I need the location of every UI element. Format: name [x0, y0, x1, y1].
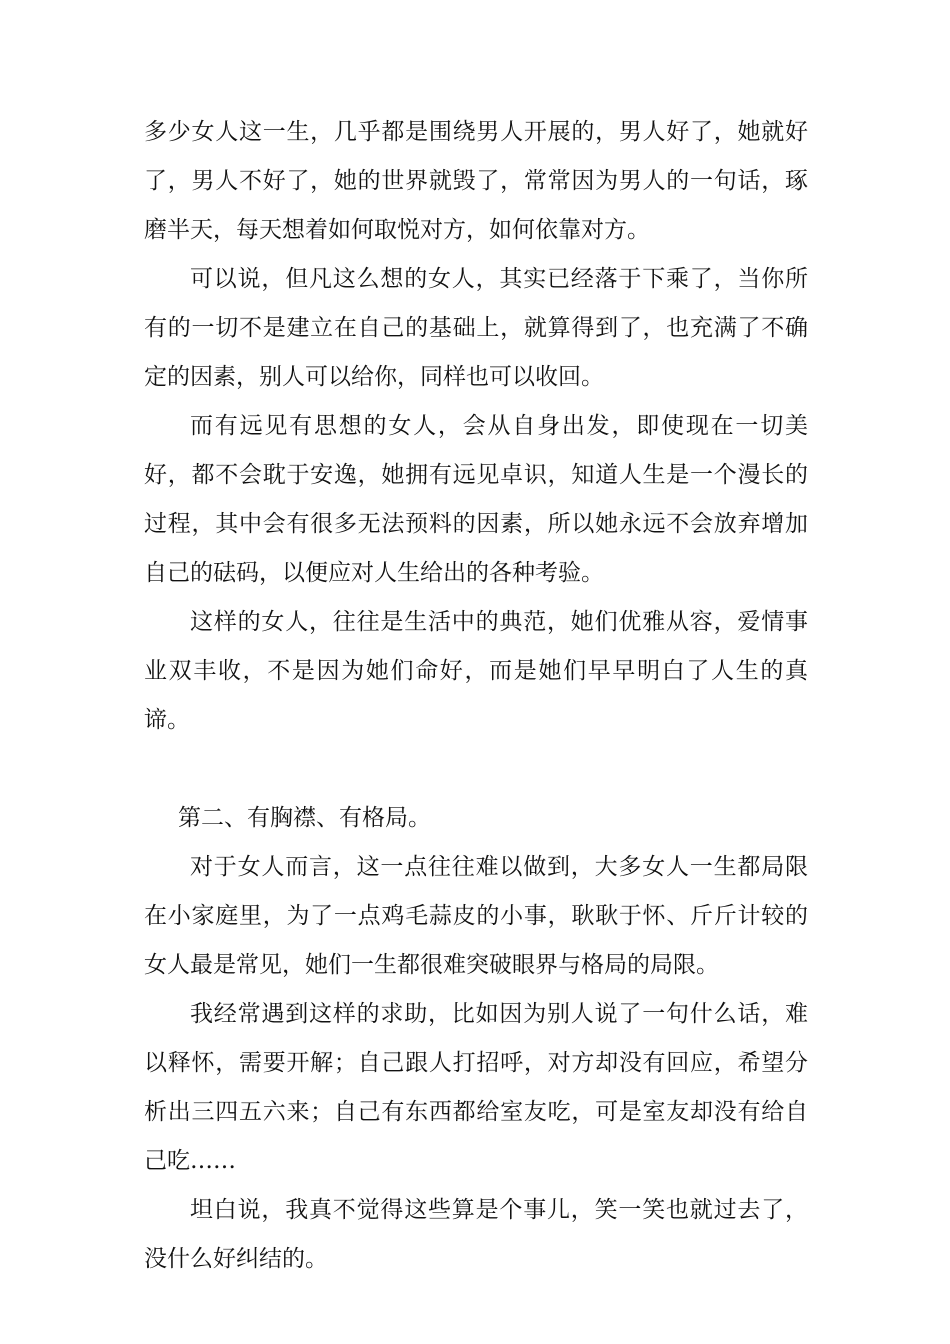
section-spacer [144, 745, 808, 794]
paragraph-5: 对于女人而言，这一点往往难以做到，大多女人一生都局限在小家庭里，为了一点鸡毛蒜皮的小事，耿耿于怀、斤斤计较的女人最是常见，她们一生都很难突破眼界与格局的局限。 [144, 854, 808, 978]
paragraph-1: 多少女人这一生，几乎都是围绕男人开展的，男人好了，她就好了，男人不好了，她的世界就毁了，常常因为男人的一句话，琢磨半天，每天想着如何取悦对方，如何依靠对方。 [144, 119, 808, 243]
paragraph-6: 我经常遇到这样的求助，比如因为别人说了一句什么话，难以释怀，需要开解；自己跟人打招呼，对方却没有回应，希望分析出三四五六来；自己有东西都给室友吃，可是室友却没有给自己吃…… [144, 1001, 808, 1174]
paragraph-4: 这样的女人，往往是生活中的典范，她们优雅从容，爱情事业双丰收，不是因为她们命好，而是她们早早明白了人生的真谛。 [144, 609, 808, 733]
paragraph-2: 可以说，但凡这么想的女人，其实已经落于下乘了，当你所有的一切不是建立在自己的基础上，就算得到了，也充满了不确定的因素，别人可以给你，同样也可以收回。 [144, 266, 808, 390]
document-body [144, 108, 808, 1284]
section-heading: 第二、有胸襟、有格局。 [178, 805, 431, 831]
paragraph-3: 而有远见有思想的女人，会从自身出发，即使现在一切美好，都不会耽于安逸，她拥有远见卓识，知道人生是一个漫长的过程，其中会有很多无法预料的因素，所以她永远不会放弃增加自己的砝码，以便应对人生给出的各种考验。 [144, 413, 808, 586]
paragraph-7: 坦白说，我真不觉得这些算是个事儿，笑一笑也就过去了，没什么好纠结的。 [144, 1197, 808, 1272]
